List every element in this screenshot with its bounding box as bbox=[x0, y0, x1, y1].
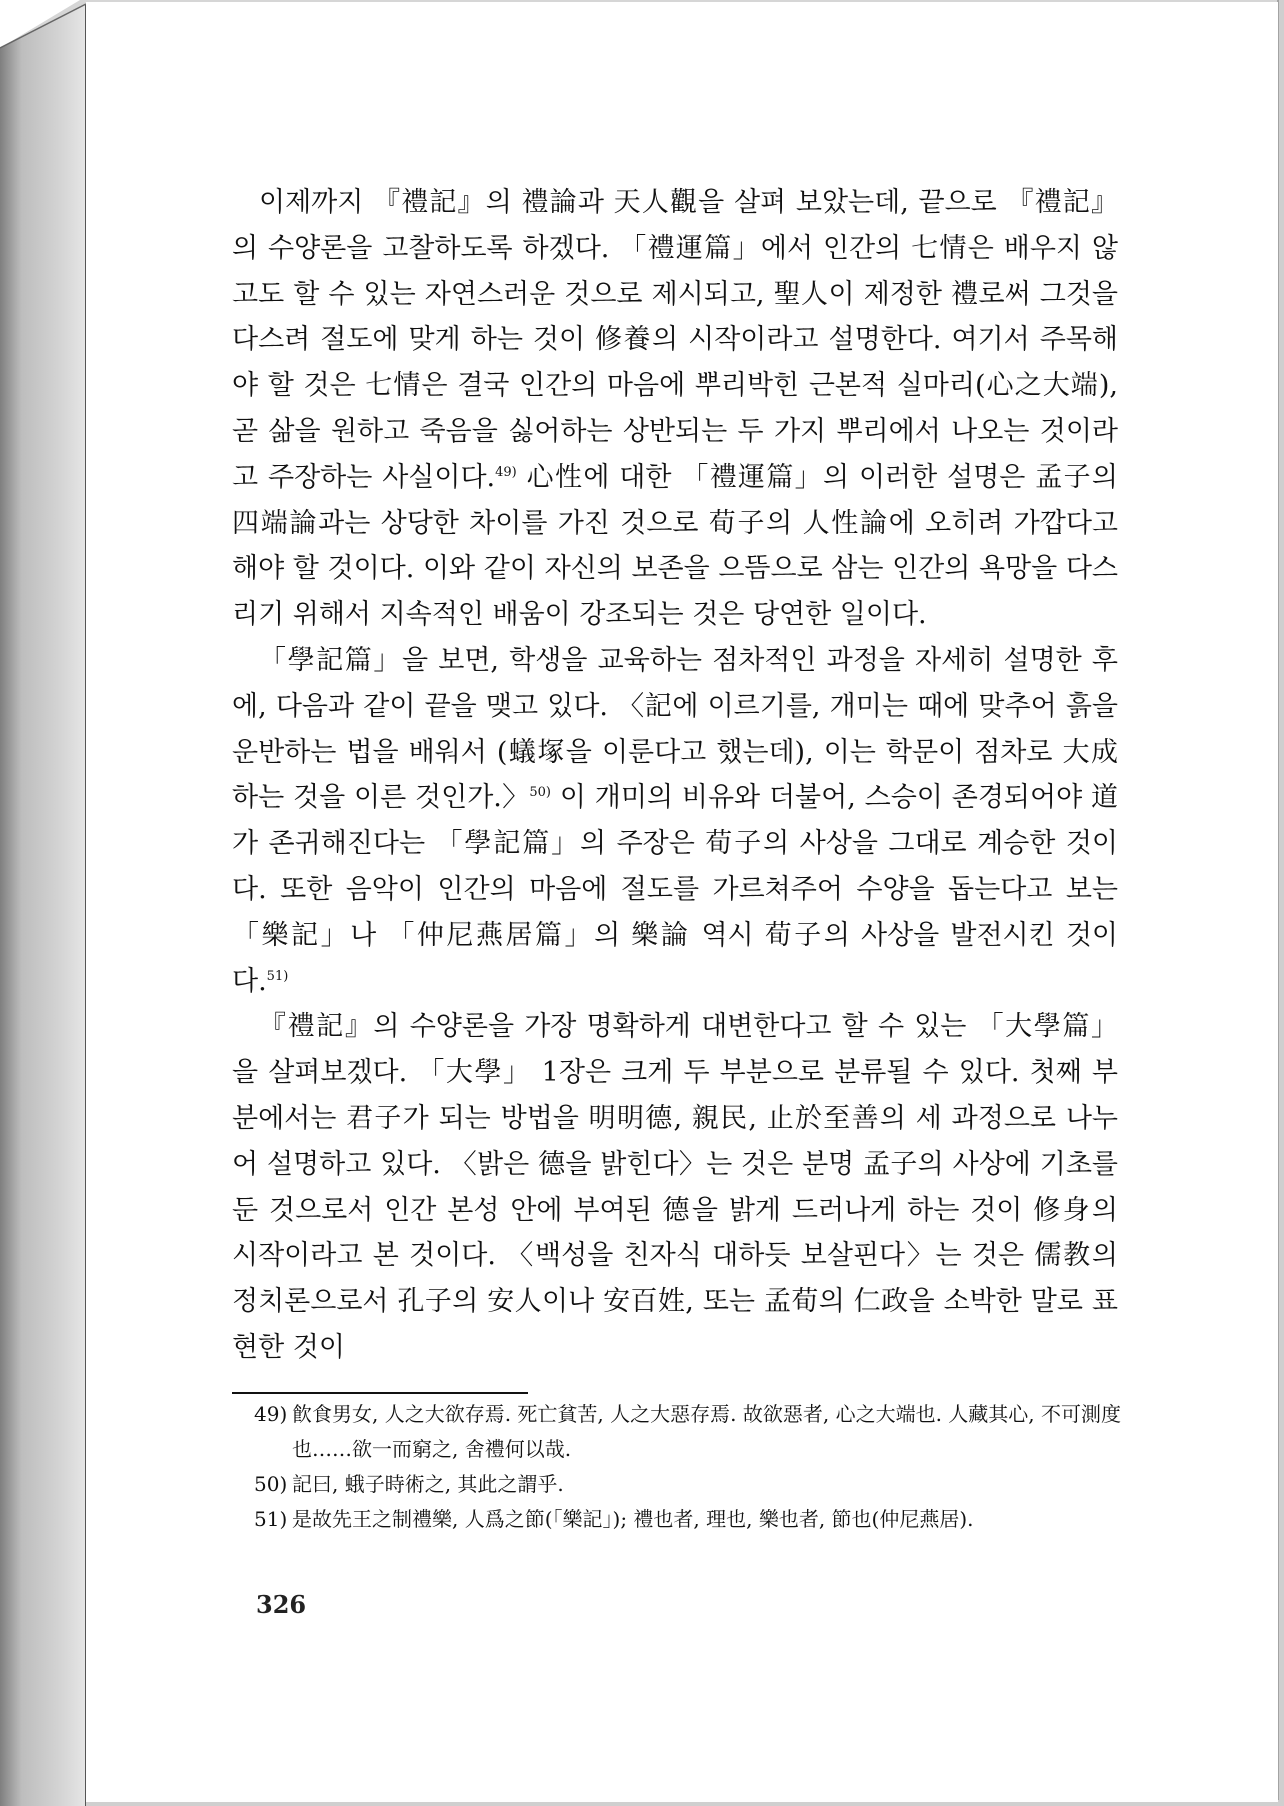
paragraph bbox=[232, 180, 1118, 638]
paragraph bbox=[232, 1004, 1118, 1370]
paragraph-text: 『禮記』의 수양론을 가장 명확하게 대변한다고 할 수 있는 「大學篇」을 살펴보겠다. 「大學」 1장은 크게 두 부분으로 분류될 수 있다. 첫째 부분에서는 君子가 되는 방법을 明明德, 親民, 止於至善의 세 과정으로 나누어 설명하고 있다. 〈밝은 德을 밝힌다〉는 것은 분명 孟子의 사상에 기초를 둔 것으로서 인간 본성 안에 부여된 德을 밝게 드러나게 하는 것이 修身의 시작이라고 본 것이다. 〈백성을 친자식 대하듯 보살핀다〉는 것은 儒教의 정치론으로서 孔子의 安人이나 安百姓, 또는 孟荀의 仁政을 소박한 말로 표현한 것이 bbox=[232, 1011, 1118, 1363]
footnote-reference: 49) bbox=[495, 464, 517, 480]
footnote-text: 飮食男女, 人之大欲存焉. 死亡貧苦, 人之大惡存焉. 故欲惡者, 心之大端也. 人藏其心, 不可測度也……欲一而窮之, 舍禮何以哉. bbox=[292, 1402, 1122, 1461]
paragraph bbox=[232, 638, 1118, 1004]
footnotes bbox=[254, 1397, 1124, 1537]
footnote-reference: 50) bbox=[529, 785, 552, 801]
footnote-divider bbox=[232, 1392, 528, 1394]
footnote-reference: 51) bbox=[266, 968, 289, 984]
footnote-number: 49) bbox=[254, 1402, 288, 1426]
footnote bbox=[254, 1502, 1124, 1537]
paragraph-text: 이 개미의 비유와 더불어, 스승이 존경되어야 道가 존귀해진다는 「學記篇」의 주장은 荀子의 사상을 그대로 계승한 것이다. 또한 음악이 인간의 마음에 절도를 가르쳐주어 수양을 돕는다고 보는 「樂記」나 「仲尼燕居篇」의 樂論 역시 荀子의 사상을 발전시킨 것이다. bbox=[232, 782, 1118, 997]
footnote-text: 是故先王之制禮樂, 人爲之節(「樂記」); 禮也者, 理也, 樂也者, 節也(仲尼燕居). bbox=[292, 1507, 974, 1531]
footnote-number: 51) bbox=[254, 1507, 288, 1531]
footnote bbox=[254, 1467, 1124, 1502]
footnote bbox=[254, 1397, 1124, 1467]
page-number: 326 bbox=[256, 1590, 307, 1619]
paragraph-text: 「學記篇」을 보면, 학생을 교육하는 점차적인 과정을 자세히 설명한 후에, 다음과 같이 끝을 맺고 있다. 〈記에 이르기를, 개미는 때에 맞추어 흙을 운반하는 법을 배워서 (蟻塚을 이룬다고 했는데), 이는 학문이 점차로 大成하는 것을 이른 것인가.〉 bbox=[232, 644, 1118, 814]
paragraph-text: 이제까지 『禮記』의 禮論과 天人觀을 살펴 보았는데, 끝으로 『禮記』의 수양론을 고찰하도록 하겠다. 「禮運篇」에서 인간의 七情은 배우지 않고도 할 수 있는 자연스러운 것으로 제시되고, 聖人이 제정한 禮로써 그것을 다스려 절도에 맞게 하는 것이 修養의 시작이라고 설명한다. 여기서 주목해야 할 것은 七情은 결국 인간의 마음에 뿌리박힌 근본적 실마리(心之大端), 곧 삶을 원하고 죽음을 싫어하는 상반되는 두 가지 뿌리에서 나오는 것이라고 주장하는 사실이다. bbox=[232, 187, 1118, 493]
main-text bbox=[232, 180, 1118, 1371]
paragraph-text: 心性에 대한 「禮運篇」의 이러한 설명은 孟子의 四端論과는 상당한 차이를 가진 것으로 荀子의 人性論에 오히려 가깝다고 해야 할 것이다. 이와 같이 자신의 보존을 으뜸으로 삼는 인간의 욕망을 다스리기 위해서 지속적인 배움이 강조되는 것은 당연한 일이다. bbox=[232, 461, 1118, 631]
footnote-number: 50) bbox=[254, 1472, 288, 1496]
footnote-text: 記曰, 蛾子時術之, 其此之謂乎. bbox=[292, 1472, 564, 1496]
